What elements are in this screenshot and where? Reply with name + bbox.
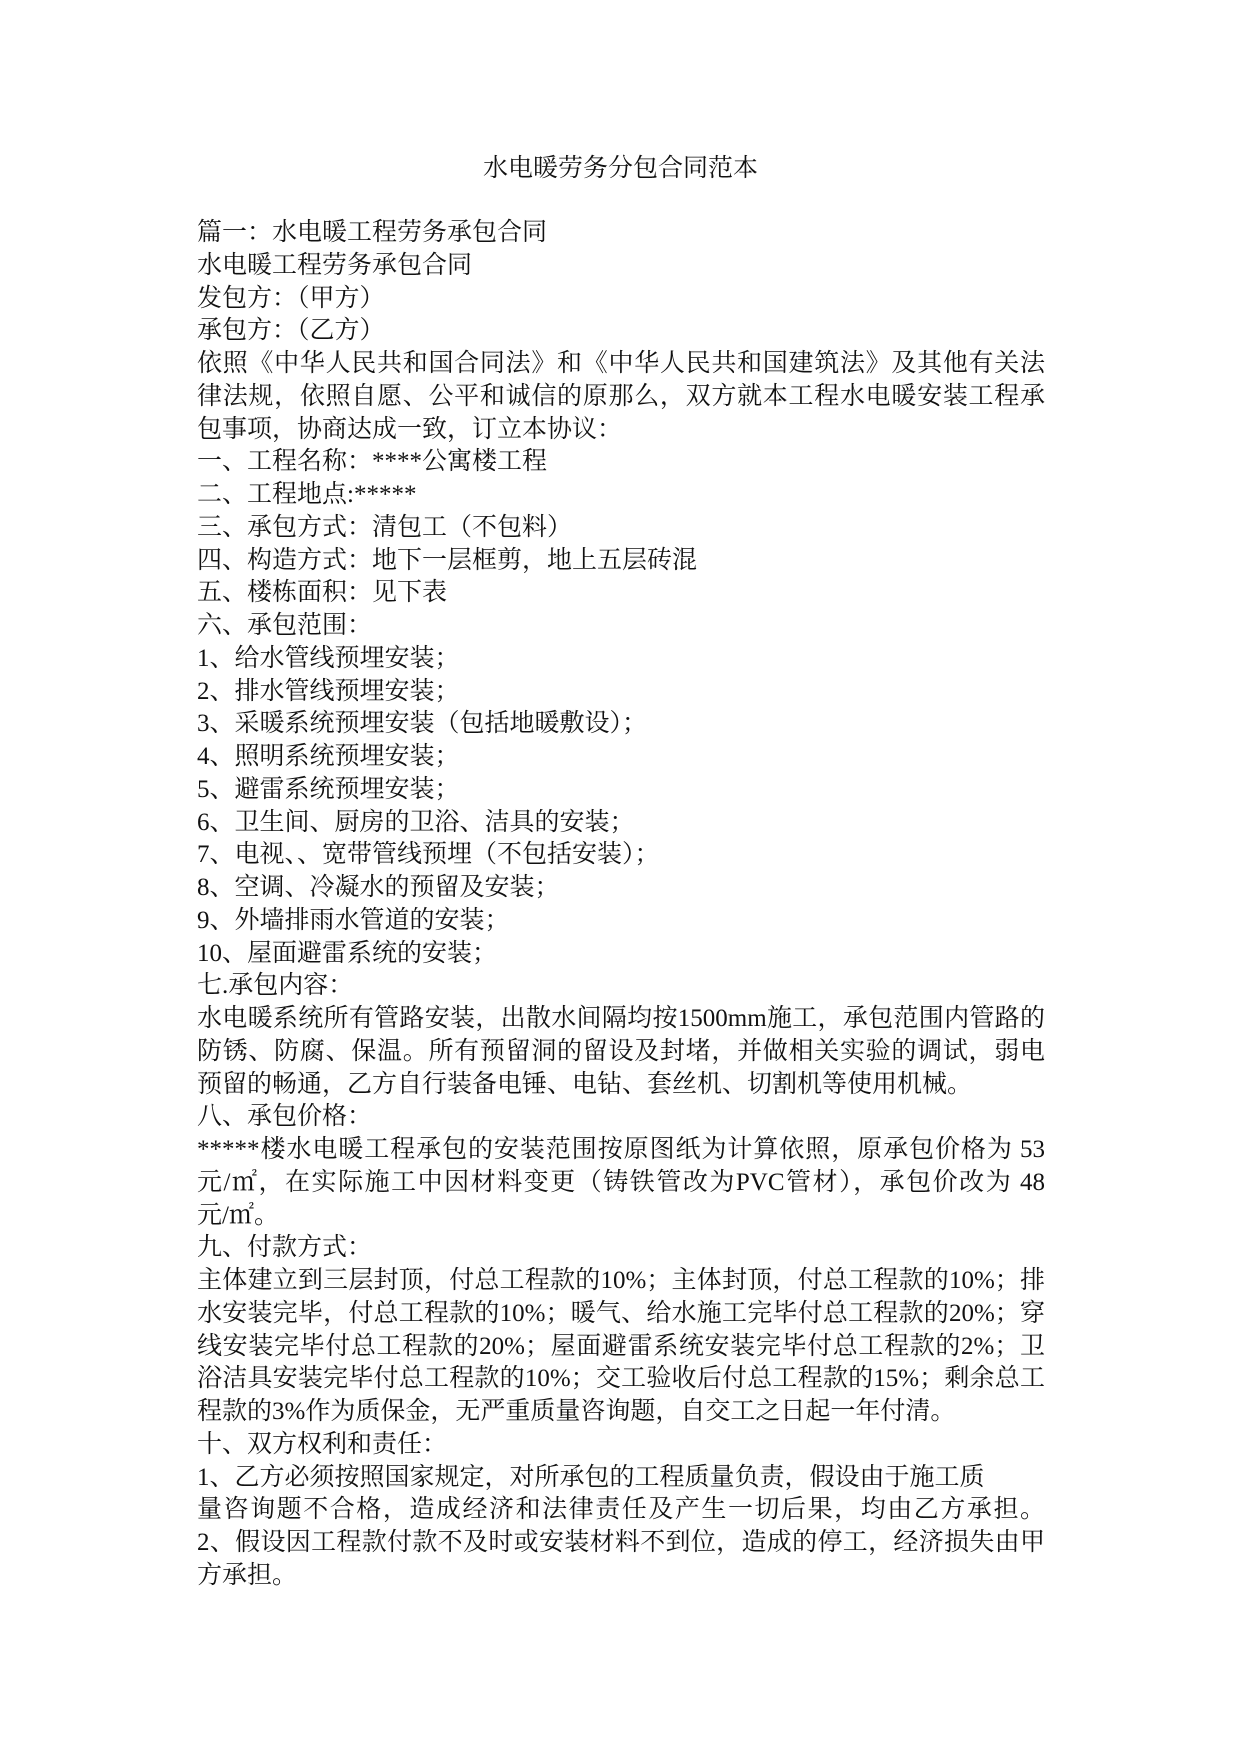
list-item: 10、屋面避雷系统的安装；: [197, 939, 498, 967]
list-item: 5、避雷系统预埋安装；: [197, 775, 460, 803]
text-line: 主体建立到三层封顶，付总工程款的10%；主体封顶，付总工程款的10%；排: [197, 1267, 1045, 1294]
text-line: 2、假设因工程款付款不及时或安装材料不到位，造成的停工，经济损失由甲: [197, 1529, 1045, 1556]
contract-title: 水电暖工程劳务承包合同: [197, 251, 473, 279]
text-line: 元/㎡。: [197, 1201, 279, 1229]
text-line: 浴洁具安装完毕付总工程款的10%；交工验收后付总工程款的15%；剩余总工: [197, 1365, 1045, 1393]
text-line: 程款的3%作为质保金，无严重质量咨询题，自交工之日起一年付清。: [197, 1398, 956, 1425]
list-item: 8、空调、冷凝水的预留及安装；: [197, 874, 560, 901]
clause-line: 一、工程名称：****公寓楼工程: [197, 448, 548, 476]
clause-heading: 九、付款方式：: [197, 1234, 373, 1262]
text-line: 预留的畅通，乙方自行装备电锤、电钻、套丝机、切割机等使用机械。: [197, 1070, 973, 1098]
list-item: 2、排水管线预埋安装；: [197, 677, 460, 705]
party-a-line: 发包方：（甲方）: [197, 284, 385, 312]
clause-line: 三、承包方式：清包工（不包料）: [197, 513, 573, 541]
text-line: 包事项，协商达成一致，订立本协议：: [197, 415, 623, 443]
clause-heading: 六、承包范围：: [197, 612, 373, 639]
text-line: 线安装完毕付总工程款的20%；屋面避雷系统安装完毕付总工程款的2%；卫: [197, 1332, 1045, 1360]
text-line: 量咨询题不合格，造成经济和法律责任及产生一切后果，均由乙方承担。: [197, 1496, 1045, 1524]
page-title: 水电暖劳务分包合同范本: [482, 155, 758, 182]
text-line: 律法规，依照自愿、公平和诚信的原那么，双方就本工程水电暖安装工程承: [197, 382, 1045, 410]
clause-heading: 十、双方权利和责任：: [197, 1430, 448, 1458]
party-b-line: 承包方：（乙方）: [197, 317, 385, 345]
list-item: 7、电视、、宽带管线预埋（不包括安装）；: [197, 841, 660, 869]
list-item: 6、卫生间、厨房的卫浴、洁具的安装；: [197, 808, 635, 836]
list-item: 3、采暖系统预埋安装（包括地暖敷设）；: [197, 710, 648, 738]
document-body: [197, 217, 1045, 1593]
clause-line: 四、构造方式：地下一层框剪，地上五层砖混: [197, 546, 698, 574]
clause-heading: 七.承包内容：: [197, 972, 354, 1000]
text-line: *****楼水电暖工程承包的安装范围按原图纸为计算依照，原承包价格为 53: [197, 1136, 1045, 1163]
clause-line: 二、工程地点:*****: [197, 481, 417, 508]
list-item: 9、外墙排雨水管道的安装；: [197, 906, 510, 934]
clause-line: 五、楼栋面积：见下表: [197, 579, 448, 607]
text-line: 元/㎡，在实际施工中因材料变更（铸铁管改为PVC管材），承包价改为 48: [197, 1168, 1045, 1196]
list-item: 1、给水管线预埋安装；: [197, 644, 460, 672]
text-line: 依照《中华人民共和国合同法》和《中华人民共和国建筑法》及其他有关法: [197, 350, 1045, 377]
list-item: 4、照明系统预埋安装；: [197, 743, 460, 770]
text-line: 1、乙方必须按照国家规定，对所承包的工程质量负责，假设由于施工质: [197, 1463, 985, 1491]
section-heading: 篇一：水电暖工程劳务承包合同: [197, 219, 548, 246]
text-line: 水电暖系统所有管路安装，出散水间隔均按1500mm施工，承包范围内管路的: [197, 1005, 1045, 1032]
text-line: 防锈、防腐、保温。所有预留洞的留设及封堵，并做相关实验的调试，弱电: [197, 1037, 1045, 1065]
text-line: 水安装完毕，付总工程款的10%；暖气、给水施工完毕付总工程款的20%；穿: [197, 1299, 1045, 1327]
text-line: 方承担。: [197, 1561, 298, 1589]
clause-heading: 八、承包价格：: [197, 1103, 373, 1131]
